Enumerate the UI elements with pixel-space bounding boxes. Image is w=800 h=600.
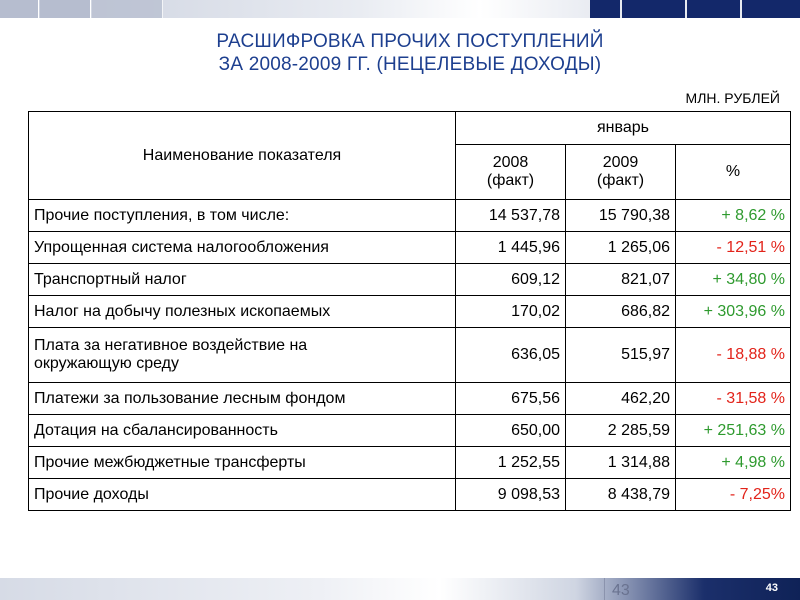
- footer-divider: [604, 578, 605, 600]
- banner-tile: [40, 0, 91, 18]
- row-2008: 1 252,55: [456, 447, 566, 479]
- row-name-line-2: окружающую среду: [34, 355, 179, 372]
- header-2009-sub: (факт): [596, 172, 645, 190]
- row-2008: 14 537,78: [456, 200, 566, 232]
- table-row: [29, 200, 791, 232]
- row-name: [29, 328, 456, 383]
- row-name: Дотация на сбалансированность: [29, 415, 456, 447]
- header-2008-year: 2008: [492, 154, 529, 172]
- banner-divider: [685, 0, 687, 18]
- row-name: Платежи за пользование лесным фондом: [29, 383, 456, 415]
- footer-banner: [0, 578, 800, 600]
- row-pct: - 7,25%: [676, 479, 791, 511]
- page-title: [130, 30, 690, 76]
- footer-ghost-number: 43: [612, 582, 630, 599]
- row-pct: - 18,88 %: [676, 328, 791, 383]
- row-2009: 15 790,38: [566, 200, 676, 232]
- row-2009: 2 285,59: [566, 415, 676, 447]
- banner-dark-section: [590, 0, 800, 18]
- header-2009: [566, 145, 676, 200]
- banner-tile: [92, 0, 163, 18]
- row-name: Транспортный налог: [29, 264, 456, 296]
- row-pct: + 251,63 %: [676, 415, 791, 447]
- table-row: [29, 447, 791, 479]
- header-2009-year: 2009: [602, 154, 639, 172]
- row-2008: 9 098,53: [456, 479, 566, 511]
- row-2009: 821,07: [566, 264, 676, 296]
- row-name: Налог на добычу полезных ископаемых: [29, 296, 456, 328]
- header-2008-sub: (факт): [486, 172, 535, 190]
- row-name: Прочие поступления, в том числе:: [29, 200, 456, 232]
- row-pct: + 8,62 %: [676, 200, 791, 232]
- table-row: [29, 479, 791, 511]
- row-2008: 609,12: [456, 264, 566, 296]
- units-label: МЛН. РУБЛЕЙ: [685, 90, 780, 106]
- table-row: [29, 415, 791, 447]
- row-2009: 686,82: [566, 296, 676, 328]
- row-pct: + 4,98 %: [676, 447, 791, 479]
- header-period: январь: [456, 112, 791, 145]
- row-2008: 636,05: [456, 328, 566, 383]
- row-2009: 8 438,79: [566, 479, 676, 511]
- row-pct: + 303,96 %: [676, 296, 791, 328]
- table-row: [29, 296, 791, 328]
- row-pct: + 34,80 %: [676, 264, 791, 296]
- row-pct: - 31,58 %: [676, 383, 791, 415]
- row-name: Прочие межбюджетные трансферты: [29, 447, 456, 479]
- table-row: [29, 383, 791, 415]
- row-2008: 1 445,96: [456, 232, 566, 264]
- row-name: Прочие доходы: [29, 479, 456, 511]
- table-row: [29, 232, 791, 264]
- revenue-table: [28, 111, 791, 511]
- row-name-line-1: Плата за негативное воздействие на: [34, 337, 308, 354]
- header-pct: %: [676, 145, 791, 200]
- banner-divider: [620, 0, 622, 18]
- table-row: [29, 328, 791, 383]
- row-2009: 1 265,06: [566, 232, 676, 264]
- row-pct: - 12,51 %: [676, 232, 791, 264]
- banner-tile: [0, 0, 39, 18]
- row-2008: 650,00: [456, 415, 566, 447]
- row-2008: 170,02: [456, 296, 566, 328]
- title-line-2: ЗА 2008-2009 ГГ. (НЕЦЕЛЕВЫЕ ДОХОДЫ): [218, 54, 602, 75]
- header-name: Наименование показателя: [29, 112, 456, 200]
- row-2009: 515,97: [566, 328, 676, 383]
- header-row-1: [29, 112, 791, 145]
- page-number: 43: [765, 582, 778, 594]
- top-banner: [0, 0, 800, 18]
- row-2009: 1 314,88: [566, 447, 676, 479]
- table-row: [29, 264, 791, 296]
- row-2009: 462,20: [566, 383, 676, 415]
- title-line-1: РАСШИФРОВКА ПРОЧИХ ПОСТУПЛЕНИЙ: [216, 31, 604, 52]
- banner-divider: [740, 0, 742, 18]
- header-2008: [456, 145, 566, 200]
- row-2008: 675,56: [456, 383, 566, 415]
- row-name: Упрощенная система налогообложения: [29, 232, 456, 264]
